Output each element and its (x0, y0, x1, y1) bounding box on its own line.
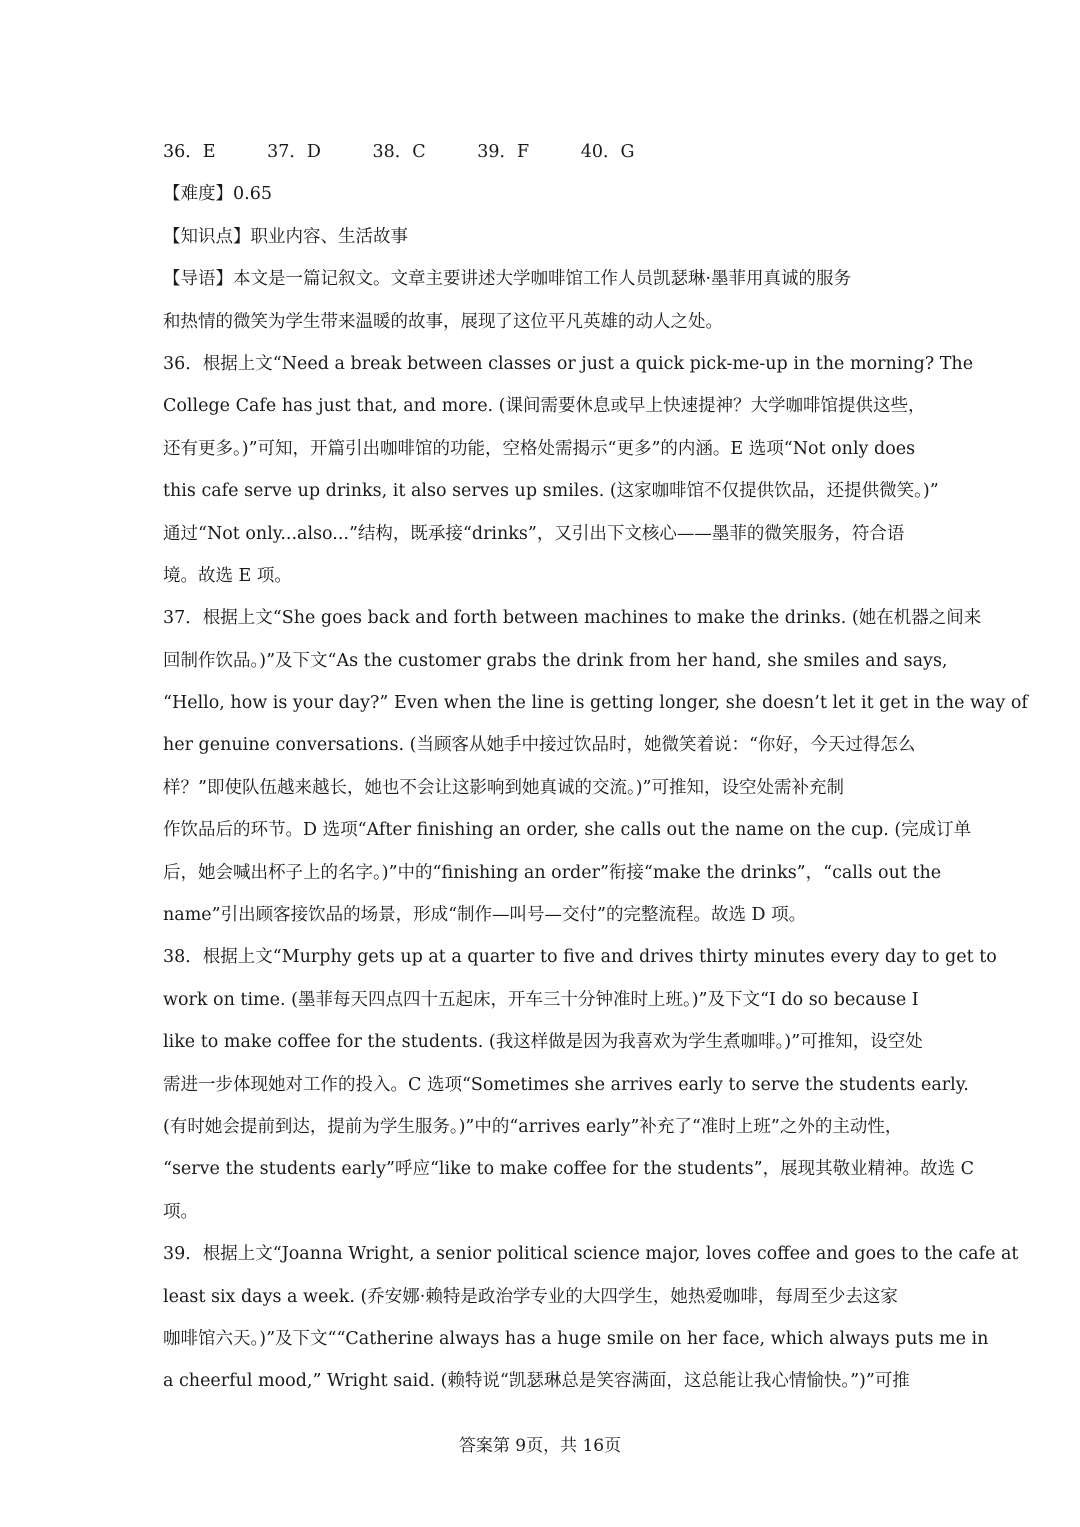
explanation-line: 39．根据上文“Joanna Wright, a senior political science major, loves coffee and goes to the cafe at (163, 1244, 1019, 1265)
explanation-line: (有时她会提前到达，提前为学生服务。)”中的“arrives early”补充了“准时上班”之外的主动性， (163, 1116, 903, 1137)
explanation-line: 样？”即使队伍越来越长，她也不会让这影响到她真诚的交流。)”可推知，设空处需补充制 (163, 777, 844, 798)
explanation-line: 项。 (163, 1201, 198, 1222)
explanation-line: 咖啡馆六天。)”及下文““Catherine always has a huge smile on her face, which always puts me in (163, 1328, 989, 1349)
knowledge-point-line: 【知识点】职业内容、生活故事 (163, 226, 408, 247)
explanation-line: 通过“Not only...also...”结构，既承接“drinks”，又引出下文核心——墨菲的微笑服务，符合语 (163, 523, 905, 544)
explanation-36 (163, 343, 974, 597)
explanation-line: 还有更多。)”可知，开篇引出咖啡馆的功能，空格处需揭示“更多”的内涵。E 选项“Not only does (163, 438, 916, 459)
explanation-line: “Hello, how is your day?” Even when the line is getting longer, she doesn’t let it get in the way of (163, 693, 1028, 714)
explanation-line: 需进一步体现她对工作的投入。C 选项“Sometimes she arrives early to serve the students early. (163, 1074, 969, 1095)
explanation-line: 后，她会喊出杯子上的名字。)”中的“finishing an order”衔接“make the drinks”，“calls out the (163, 862, 942, 883)
explanation-line: 37．根据上文“She goes back and forth between machines to make the drinks. (她在机器之间来 (163, 608, 982, 629)
explanation-line: 境。故选 E 项。 (163, 565, 292, 586)
explanation-line: 36．根据上文“Need a break between classes or just a quick pick-me-up in the morning? The (163, 353, 974, 374)
answer-40: 40．G (580, 142, 635, 162)
explanation-line: this cafe serve up drinks, it also serves up smiles. (这家咖啡馆不仅提供饮品，还提供微笑。)” (163, 481, 939, 502)
explanation-line: a cheerful mood,” Wright said. (赖特说“凯瑟琳总是笑容满面，这总能让我心情愉快。”)”可推 (163, 1371, 910, 1392)
answer-36: 36．E (163, 142, 216, 162)
page-footer: 答案第 9页，共 16页 (458, 1436, 622, 1456)
answer-38: 38．C (372, 142, 426, 162)
explanation-37 (163, 597, 1028, 936)
explanation-line: 38．根据上文“Murphy gets up at a quarter to five and drives thirty minutes every day to get to (163, 947, 997, 968)
explanation-line: her genuine conversations. (当顾客从她手中接过饮品时，她微笑着说：“你好，今天过得怎么 (163, 735, 916, 756)
answer-39: 39．F (477, 142, 530, 162)
explanation-39 (163, 1233, 1019, 1403)
difficulty-line: 【难度】0.65 (163, 184, 272, 205)
explanation-line: work on time. (墨菲每天四点四十五起床，开车三十分钟准时上班。)”及下文“I do so because I (163, 989, 919, 1010)
explanation-line: 回制作饮品。)”及下文“As the customer grabs the drink from her hand, she smiles and says, (163, 650, 948, 671)
explanation-line: like to make coffee for the students. (我这样做是因为我喜欢为学生煮咖啡。)”可推知，设空处 (163, 1032, 923, 1053)
explanation-line: College Cafe has just that, and more. (课间需要休息或早上快速提神？大学咖啡馆提供这些， (163, 396, 926, 417)
explanation-38 (163, 936, 997, 1233)
answer-page-content (163, 131, 1028, 1403)
intro-line: 和热情的微笑为学生带来温暖的故事，展现了这位平凡英雄的动人之处。 (163, 311, 723, 332)
explanation-line: name”引出顾客接饮品的场景，形成“制作—叫号—交付”的完整流程。故选 D 项。 (163, 905, 807, 926)
explanation-line: 作饮品后的环节。D 选项“After finishing an order, she calls out the name on the cup. (完成订单 (163, 820, 972, 841)
intro-paragraph (163, 258, 919, 343)
intro-line: 【导语】本文是一篇记叙文。文章主要讲述大学咖啡馆工作人员凯瑟琳·墨菲用真诚的服务 (163, 269, 852, 290)
explanation-line: “serve the students early”呼应“like to make coffee for the students”，展现其敬业精神。故选 C (163, 1159, 975, 1180)
answer-37: 37．D (267, 142, 321, 162)
explanation-line: least six days a week. (乔安娜·赖特是政治学专业的大四学生，她热爱咖啡，每周至少去这家 (163, 1286, 898, 1307)
answer-key-line (163, 131, 919, 173)
